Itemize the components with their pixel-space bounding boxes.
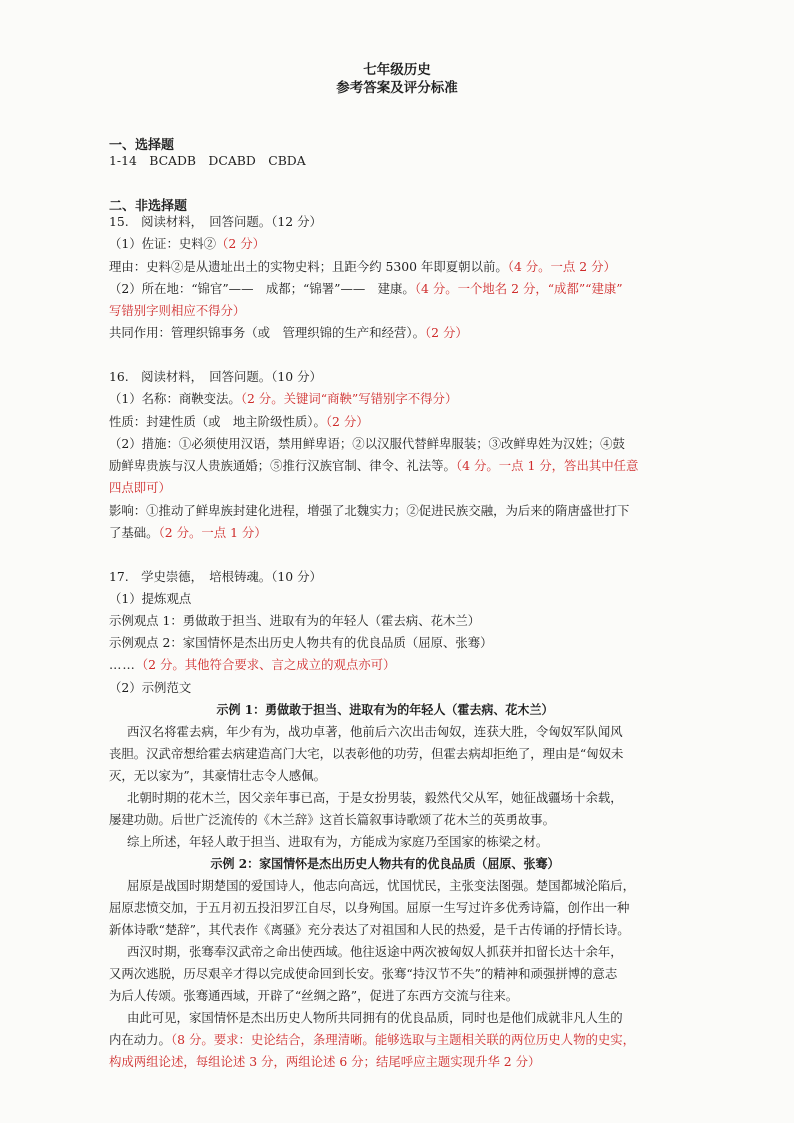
score-note: （2 分。关键词“商鞅”写错别字不得分） <box>240 391 458 406</box>
essay-line: 西汉名将霍去病，年少有为，战功卓著，他前后六次出击匈奴，连获大胜，令匈奴军队闻风 <box>127 724 623 739</box>
score-note: （2 分） <box>424 325 468 340</box>
q17-part2: （2）示例范文 <box>109 680 192 695</box>
essay-line: 新体诗歌“楚辞”，其代表作《离骚》充分表达了对祖国和人民的热爱，是千古传诵的抒情长诗。 <box>109 922 630 937</box>
choice-answers: 1-14 BCADB DCABD CBDA <box>109 153 306 168</box>
score-note: （4 分。一个地名 2 分，“成都”“建康” <box>414 281 623 296</box>
essay-line: 又两次逃脱，历尽艰辛才得以完成使命回到长安。张骞“持汉节不失”的精神和顽强拼博的意志 <box>109 966 618 981</box>
score-note: （4 分。一点 2 分） <box>507 259 616 274</box>
score-note: （2 分） <box>216 236 266 251</box>
q17-view-more: ……（2 分。其他符合要求、言之成立的观点亦可） <box>109 657 396 672</box>
essay-line: 综上所述，年轻人敢于担当、进取有为，方能成为家庭乃至国家的栋梁之材。 <box>127 834 549 849</box>
q15-common: 共同作用：管理织锦事务（或 管理织锦的生产和经营）。（2 分） <box>109 325 468 340</box>
q16-part1: （1）名称：商鞅变法。（2 分。关键词“商鞅”写错别字不得分） <box>109 391 458 406</box>
example1-title: 示例 1：勇做敢于担当、进取有为的年轻人（霍去病、花木兰） <box>216 702 554 717</box>
score-note: （2 分。其他符合要求、言之成立的观点亦可） <box>135 657 396 672</box>
q17-view2: 示例观点 2：家国情怀是杰出历史人物共有的优良品质（屈原、张骞） <box>109 635 493 650</box>
q16-measures-cont: 励鲜卑贵族与汉人贵族通婚；⑤推行汉族官制、律令、礼法等。（4 分。一点 1 分，答出其中任意 <box>109 458 639 473</box>
essay-line: 由此可见，家国情怀是杰出历史人物所共同拥有的优良品质，同时也是他们成就非凡人生的 <box>127 1010 623 1025</box>
section-heading-choice: 一、选择题 <box>109 138 175 153</box>
essay-line: 屈原是战国时期楚国的爱国诗人，他志向高远，忧国忧民，主张变法图强。楚国都城沦陷后， <box>127 878 636 893</box>
section-heading-nonchoice: 二、非选择题 <box>109 199 188 214</box>
page-title: 七年级历史 <box>363 62 431 78</box>
q16-impact-cont: 了基础。（2 分。一点 1 分） <box>109 525 267 540</box>
q15-reason: 理由：史料②是从遗址出土的实物史料；且距今约 5300 年即夏朝以前。（4 分。一点 2 分） <box>109 259 616 274</box>
q16-measures: （2）措施：①必须使用汉语，禁用鲜卑语；②以汉服代替鲜卑服装；③改鲜卑姓为汉姓；④鼓 <box>109 436 625 451</box>
score-note: （8 分。要求：史论结合，条理清晰。能够选取与主题相关联的两位历史人物的史实， <box>170 1032 636 1047</box>
score-note: 构成两组论述，每组论述 3 分，两组论述 6 分；结尾呼应主题实现升华 2 分） <box>109 1054 541 1069</box>
example2-title: 示例 2：家国情怀是杰出历史人物共有的优良品质（屈原、张骞） <box>210 856 560 871</box>
q17-head: 17. 学史崇德， 培根铸魂。（10 分） <box>109 569 322 584</box>
essay-line: 西汉时期，张骞奉汉武帝之命出使西域。他往返途中两次被匈奴人抓获并扣留长达十余年， <box>127 944 623 959</box>
q17-view1: 示例观点 1：勇做敢于担当、进取有为的年轻人（霍去病、花木兰） <box>109 613 481 628</box>
essay-line: 丧胆。汉武帝想给霍去病建造高门大宅，以表彰他的功劳，但霍去病却拒绝了，理由是“匈奴未 <box>109 746 624 761</box>
essay-line: 屈原悲愤交加，于五月初五投汨罗江自尽，以身殉国。屈原一生写过许多优秀诗篇，创作出一种 <box>109 900 630 915</box>
q15-part1: （1）佐证：史料②（2 分） <box>109 236 266 251</box>
score-note: （4 分。一点 1 分，答出其中任意 <box>455 458 639 473</box>
score-note: （2 分） <box>325 414 369 429</box>
q16-impact: 影响：①推动了鲜卑族封建化进程，增强了北魏实力；②促进民族交融，为后来的隋唐盛世打下 <box>109 503 630 518</box>
score-note: 四点即可） <box>109 480 171 495</box>
essay-line: 为后人传颂。张骞通西域，开辟了“丝绸之路”，促进了东西方交流与往来。 <box>109 988 519 1003</box>
q16-nature: 性质：封建性质（或 地主阶级性质）。（2 分） <box>109 414 369 429</box>
q16-head: 16. 阅读材料， 回答问题。（10 分） <box>109 369 322 384</box>
essay-line: 屡建功勋。后世广泛流传的《木兰辞》这首长篇叙事诗歌颂了花木兰的英勇故事。 <box>109 812 556 827</box>
score-note: （2 分。一点 1 分） <box>158 525 267 540</box>
q15-head: 15. 阅读材料， 回答问题。（12 分） <box>109 214 322 229</box>
essay-line: 内在动力。（8 分。要求：史论结合，条理清晰。能够选取与主题相关联的两位历史人物的史实， <box>109 1032 636 1047</box>
essay-line: 灭，无以家为”，其豪情壮志令人感佩。 <box>109 768 326 783</box>
q15-part2: （2）所在地：“锦官”—— 成都；“锦署”—— 建康。（4 分。一个地名 2 分，“成都”“建康” <box>109 281 623 296</box>
score-note: 写错别字则相应不得分） <box>109 303 246 318</box>
page-subtitle: 参考答案及评分标准 <box>336 80 458 96</box>
essay-line: 北朝时期的花木兰，因父亲年事已高，于是女扮男装，毅然代父从军，她征战疆场十余载， <box>127 790 623 805</box>
q17-part1: （1）提炼观点 <box>109 591 192 606</box>
